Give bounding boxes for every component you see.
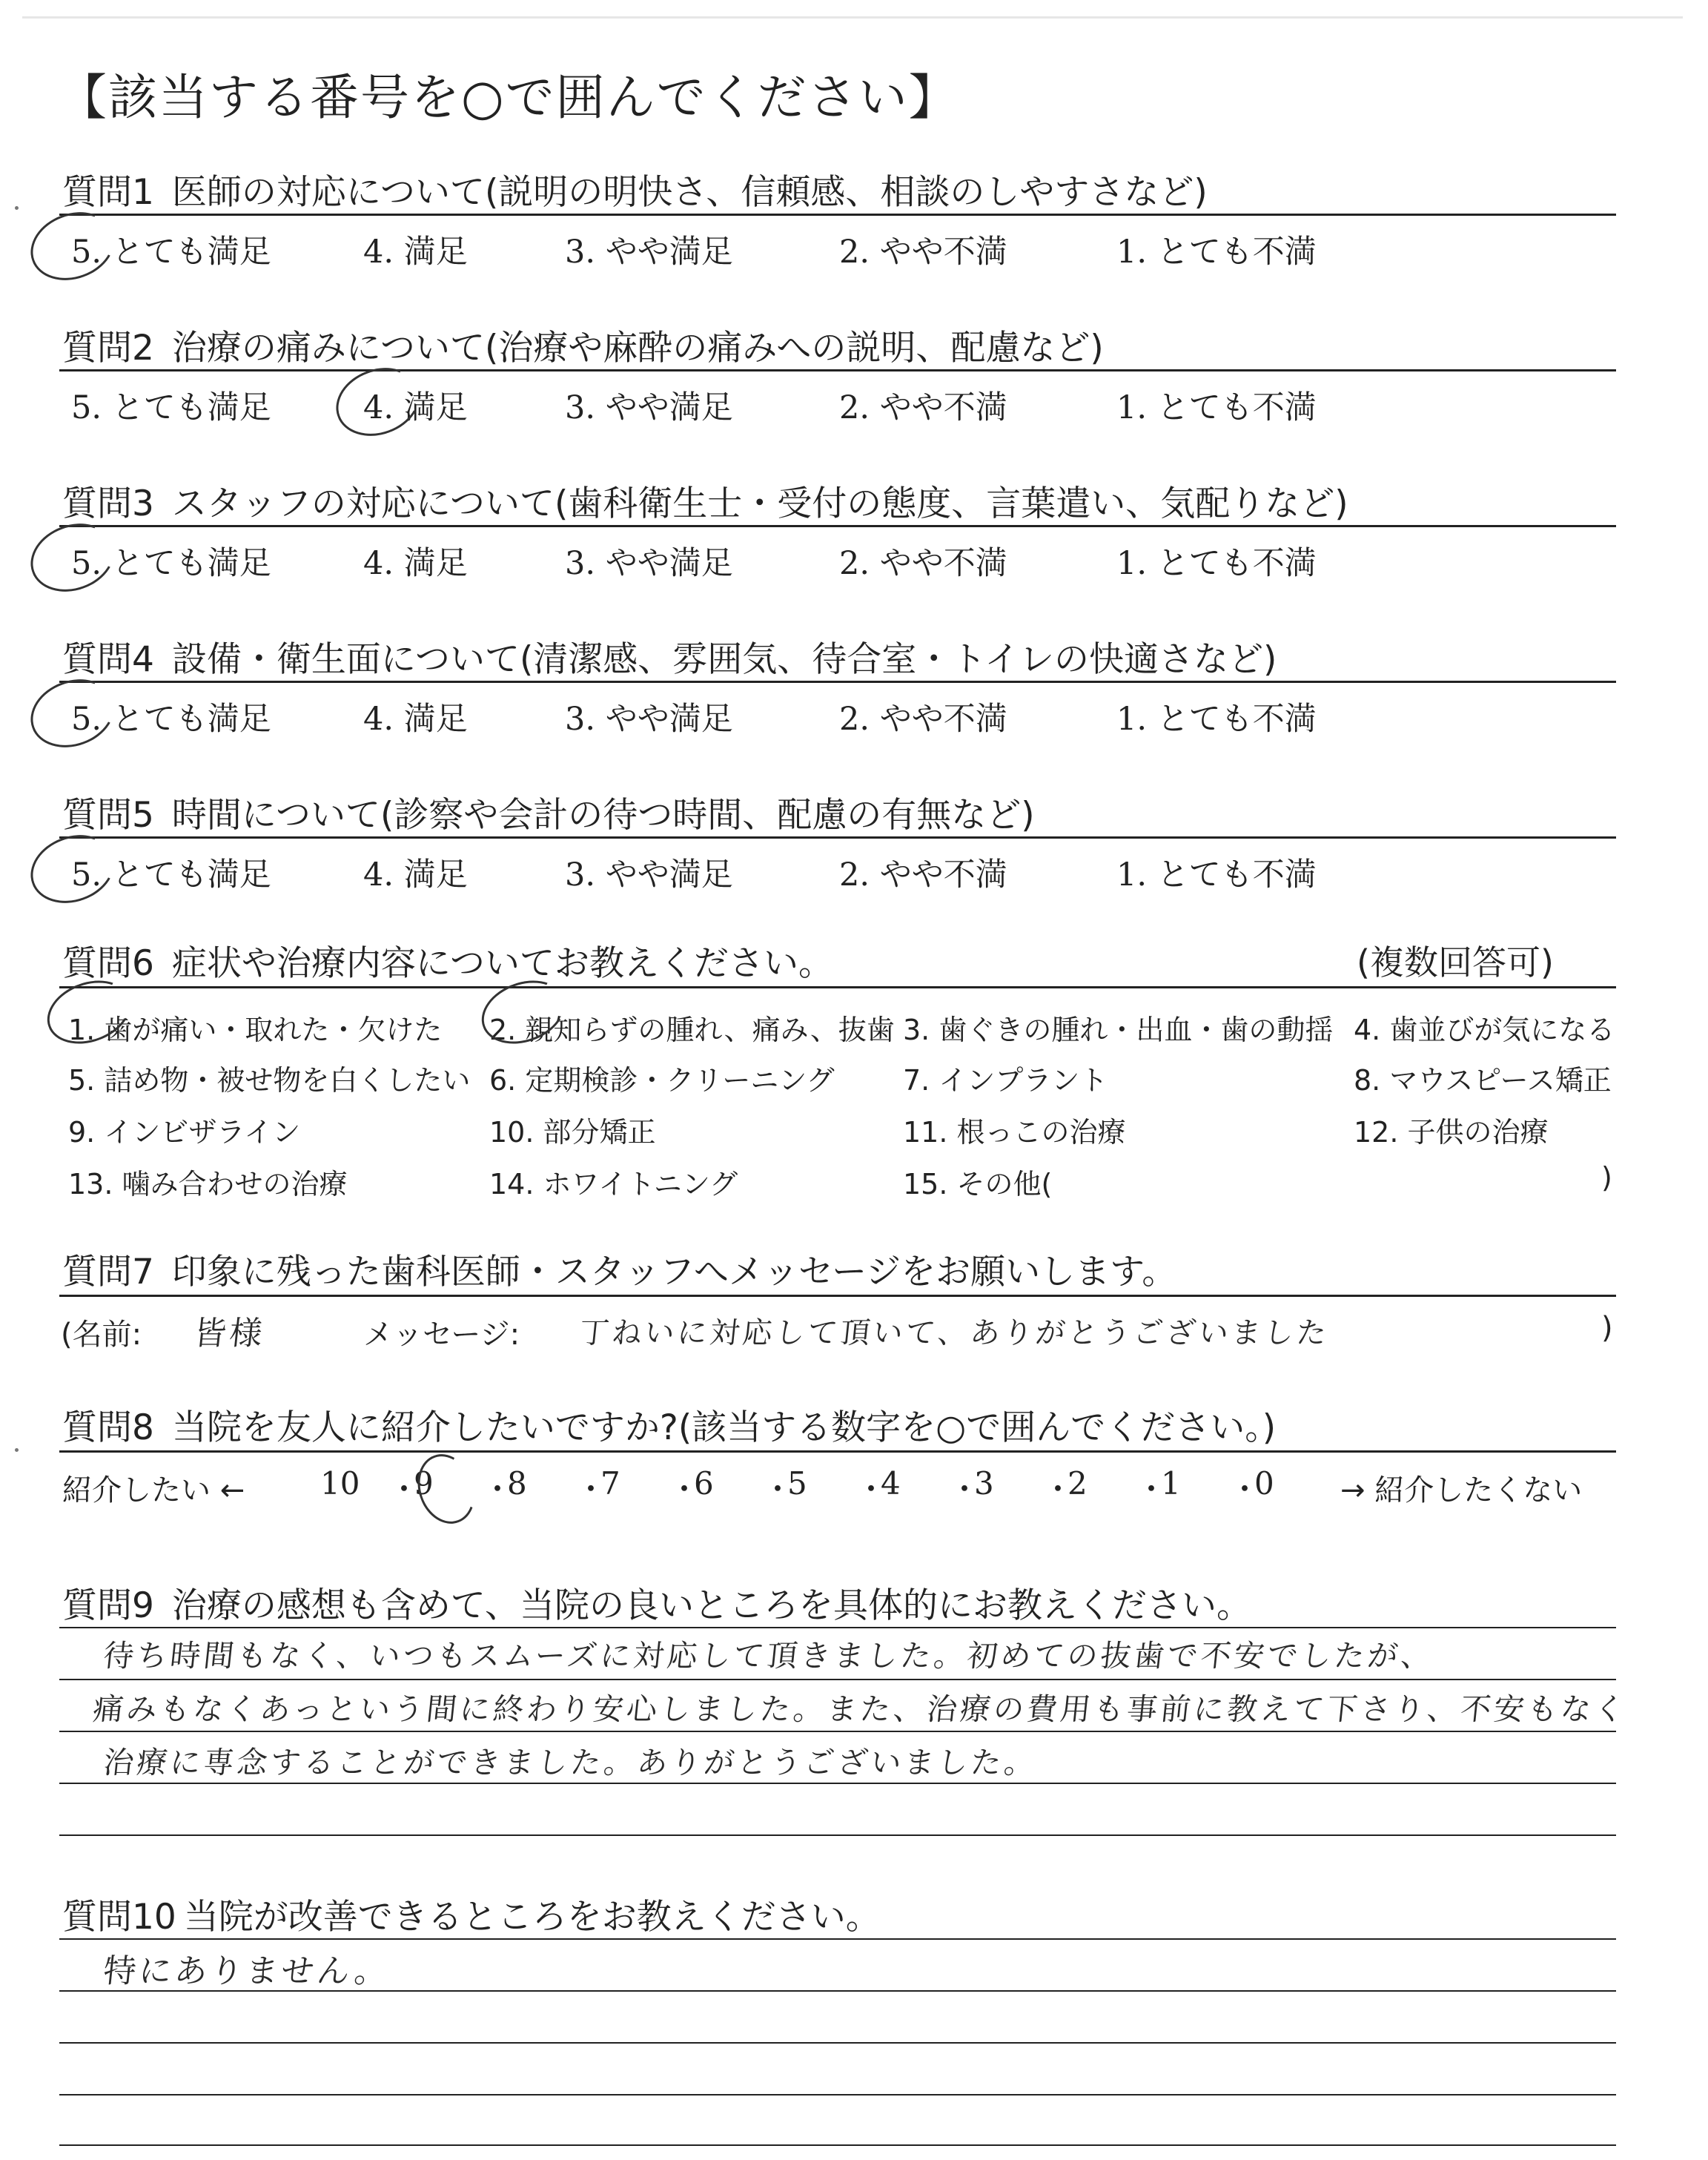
- rating-option[interactable]: 2. やや不満: [839, 545, 1007, 582]
- q10-number: 質問10: [62, 1897, 176, 1938]
- q6-option[interactable]: 15. その他(: [903, 1168, 1053, 1200]
- rating-option[interactable]: 5. とても満足: [71, 545, 271, 582]
- q8-scale-number[interactable]: 0: [1254, 1465, 1274, 1502]
- rating-option[interactable]: 2. やや不満: [839, 389, 1007, 426]
- form-heading: 【該当する番号を○で囲んでください】: [58, 69, 959, 126]
- q8-scale-separator: ・: [388, 1471, 420, 1507]
- rating-option[interactable]: 4. 満足: [363, 856, 468, 894]
- q6-option[interactable]: 14. ホワイトニング: [489, 1168, 738, 1200]
- q3-rule: [59, 525, 1616, 527]
- q9-title: [62, 1578, 1251, 1628]
- rating-option[interactable]: 3. やや満足: [565, 856, 733, 894]
- q8-scale-number[interactable]: 9: [414, 1465, 434, 1502]
- q3-text: スタッフの対応について(歯科衛生士・受付の態度、言葉遣い、気配りなど): [171, 483, 1348, 524]
- q5-text: 時間について(診察や会計の待つ時間、配慮の有無など): [171, 795, 1035, 836]
- q6-option[interactable]: 11. 根っこの治療: [903, 1116, 1126, 1149]
- answer-line: [59, 2144, 1616, 2146]
- q6-note: (複数回答可): [1357, 942, 1554, 982]
- q5-title: [62, 787, 1035, 837]
- q8-scale-number[interactable]: 10: [320, 1465, 360, 1502]
- q8-scale-separator: ・: [762, 1471, 794, 1507]
- q6-option[interactable]: 6. 定期検診・クリーニング: [489, 1064, 835, 1097]
- rating-option[interactable]: 1. とても不満: [1116, 389, 1317, 426]
- q9-answer-line-2: 痛みもなくあっという間に終わり安心しました。また、治療の費用も事前に教えて下さり、不安もなく: [91, 1691, 1629, 1727]
- q8-scale-separator: ・: [1042, 1471, 1074, 1507]
- rating-option[interactable]: 1. とても不満: [1116, 545, 1317, 582]
- rating-option[interactable]: 4. 満足: [363, 545, 468, 582]
- q7-text: 印象に残った歯科医師・スタッフへメッセージをお願いします。: [171, 1252, 1177, 1292]
- q9-text: 治療の感想も含めて、当院の良いところを具体的にお教えください。: [171, 1585, 1251, 1626]
- q10-answer: 特にありません。: [101, 1952, 392, 1990]
- rating-option[interactable]: 3. やや満足: [565, 701, 733, 738]
- q6-option[interactable]: 3. 歯ぐきの腫れ・出血・歯の動揺: [903, 1014, 1334, 1046]
- q8-title: [62, 1400, 1276, 1450]
- rating-option[interactable]: 2. やや不満: [839, 234, 1007, 271]
- q6-title: [62, 936, 833, 985]
- q8-text: 当院を友人に紹介したいですか?(該当する数字を○で囲んでください。): [171, 1407, 1277, 1448]
- q8-scale-number[interactable]: 4: [881, 1465, 901, 1502]
- rating-option[interactable]: 5. とても満足: [71, 701, 271, 738]
- q1-text: 医師の対応について(説明の明快さ、信頼感、相談のしやすさなど): [171, 172, 1208, 213]
- answer-line: [59, 1731, 1616, 1732]
- answer-line: [59, 1783, 1616, 1784]
- rating-option[interactable]: 5. とても満足: [71, 856, 271, 894]
- rating-option[interactable]: 1. とても不満: [1116, 856, 1317, 894]
- q7-name-label: (名前:: [61, 1318, 142, 1352]
- q9-number: 質問9: [62, 1585, 154, 1626]
- q8-scale-separator: ・: [1229, 1471, 1261, 1507]
- q10-text: 当院が改善できるところをお教えください。: [183, 1897, 881, 1938]
- rating-option[interactable]: 3. やや満足: [565, 389, 733, 426]
- q8-number: 質問8: [62, 1407, 154, 1448]
- q6-option[interactable]: 5. 詰め物・被せ物を白くしたい: [68, 1064, 471, 1097]
- q2-rule: [59, 369, 1616, 371]
- q5-number: 質問5: [62, 795, 154, 836]
- q10-title: [62, 1889, 881, 1939]
- q10-rule: [59, 1938, 1616, 1940]
- q6-option[interactable]: 1. 歯が痛い・取れた・欠けた: [68, 1014, 443, 1046]
- rating-option[interactable]: 2. やや不満: [839, 856, 1007, 894]
- answer-line: [59, 2042, 1616, 2044]
- q6-text: 症状や治療内容についてお教えください。: [171, 943, 833, 984]
- q8-scale-number[interactable]: 2: [1068, 1465, 1088, 1502]
- rating-option[interactable]: 4. 満足: [363, 389, 468, 426]
- q6-option[interactable]: 9. インビザライン: [68, 1116, 301, 1149]
- q4-title: [62, 632, 1277, 681]
- q2-number: 質問2: [62, 328, 154, 369]
- q7-name-value: 皆様: [191, 1315, 268, 1353]
- q6-rule: [59, 986, 1616, 988]
- q4-text: 設備・衛生面について(清潔感、雰囲気、待合室・トイレの快適さなど): [171, 639, 1277, 680]
- q8-scale-separator: ・: [669, 1471, 701, 1507]
- q4-number: 質問4: [62, 639, 154, 680]
- page-top-edge: [22, 16, 1683, 19]
- q6-option[interactable]: 4. 歯並びが気になる: [1354, 1014, 1615, 1046]
- q9-answer-line-1: 待ち時間もなく、いつもスムーズに対応して頂きました。初めての抜歯で不安でしたが、: [102, 1638, 1437, 1674]
- rating-option[interactable]: 5. とても満足: [71, 389, 271, 426]
- q6-option[interactable]: 8. マウスピース矯正: [1354, 1064, 1612, 1097]
- q3-title: [62, 476, 1348, 526]
- q9-answer-line-3: 治療に専念することができました。ありがとうございました。: [102, 1745, 1040, 1780]
- q8-scale-number[interactable]: 7: [600, 1465, 620, 1502]
- rating-option[interactable]: 1. とても不満: [1116, 701, 1317, 738]
- q2-text: 治療の痛みについて(治療や麻酔の痛みへの説明、配慮など): [171, 328, 1104, 369]
- q8-scale-number[interactable]: 6: [694, 1465, 714, 1502]
- q7-message-value: 丁ねいに対応して頂いて、ありがとうございました: [577, 1316, 1331, 1350]
- q2-title: [62, 320, 1104, 370]
- q6-option[interactable]: 13. 噛み合わせの治療: [68, 1168, 348, 1200]
- rating-option[interactable]: 2. やや不満: [839, 701, 1007, 738]
- q1-number: 質問1: [62, 172, 154, 213]
- q8-right-label: → 紹介したくない: [1340, 1473, 1583, 1507]
- rating-option[interactable]: 1. とても不満: [1116, 234, 1317, 271]
- q8-scale-number[interactable]: 8: [507, 1465, 527, 1502]
- q7-title: [62, 1244, 1176, 1294]
- q8-scale-number[interactable]: 1: [1161, 1465, 1181, 1502]
- q8-selection-circle: [408, 1446, 484, 1532]
- q4-rule: [59, 681, 1616, 683]
- q8-scale-separator: ・: [1136, 1471, 1168, 1507]
- q8-left-label: 紹介したい ←: [62, 1473, 245, 1507]
- q7-message-label: メッセージ:: [363, 1318, 520, 1352]
- q5-rule: [59, 836, 1616, 839]
- q7-rule: [59, 1295, 1616, 1297]
- q6-option[interactable]: 7. インプラント: [903, 1064, 1108, 1097]
- q9-rule: [59, 1627, 1616, 1628]
- q8-scale-separator: ・: [575, 1471, 607, 1507]
- q6-option[interactable]: 2. 親知らずの腫れ、痛み、抜歯: [489, 1014, 895, 1046]
- q6-option[interactable]: 12. 子供の治療: [1354, 1116, 1549, 1149]
- answer-line: [59, 2094, 1616, 2095]
- q7-number: 質問7: [62, 1252, 154, 1292]
- q8-rule: [59, 1450, 1616, 1453]
- rating-option[interactable]: 5. とても満足: [71, 234, 271, 271]
- scan-speck: [15, 1448, 19, 1452]
- rating-option[interactable]: 4. 満足: [363, 234, 468, 271]
- scan-speck: [15, 206, 19, 210]
- q8-scale-separator: ・: [949, 1471, 981, 1507]
- answer-line: [59, 1679, 1616, 1680]
- q6-option[interactable]: 10. 部分矯正: [489, 1116, 656, 1149]
- rating-option[interactable]: 3. やや満足: [565, 545, 733, 582]
- q8-scale-separator: ・: [482, 1471, 514, 1507]
- q3-number: 質問3: [62, 483, 154, 524]
- q1-title: [62, 165, 1208, 214]
- q6-close-paren: ): [1601, 1161, 1612, 1194]
- q6-number: 質問6: [62, 943, 154, 984]
- rating-option[interactable]: 4. 満足: [363, 701, 468, 738]
- rating-option[interactable]: 3. やや満足: [565, 234, 733, 271]
- q7-close-paren: ): [1601, 1311, 1613, 1345]
- answer-line: [59, 1834, 1616, 1836]
- q8-scale-number[interactable]: 5: [787, 1465, 807, 1502]
- q8-scale-separator: ・: [855, 1471, 887, 1507]
- q1-rule: [59, 214, 1616, 216]
- q8-scale-number[interactable]: 3: [974, 1465, 994, 1502]
